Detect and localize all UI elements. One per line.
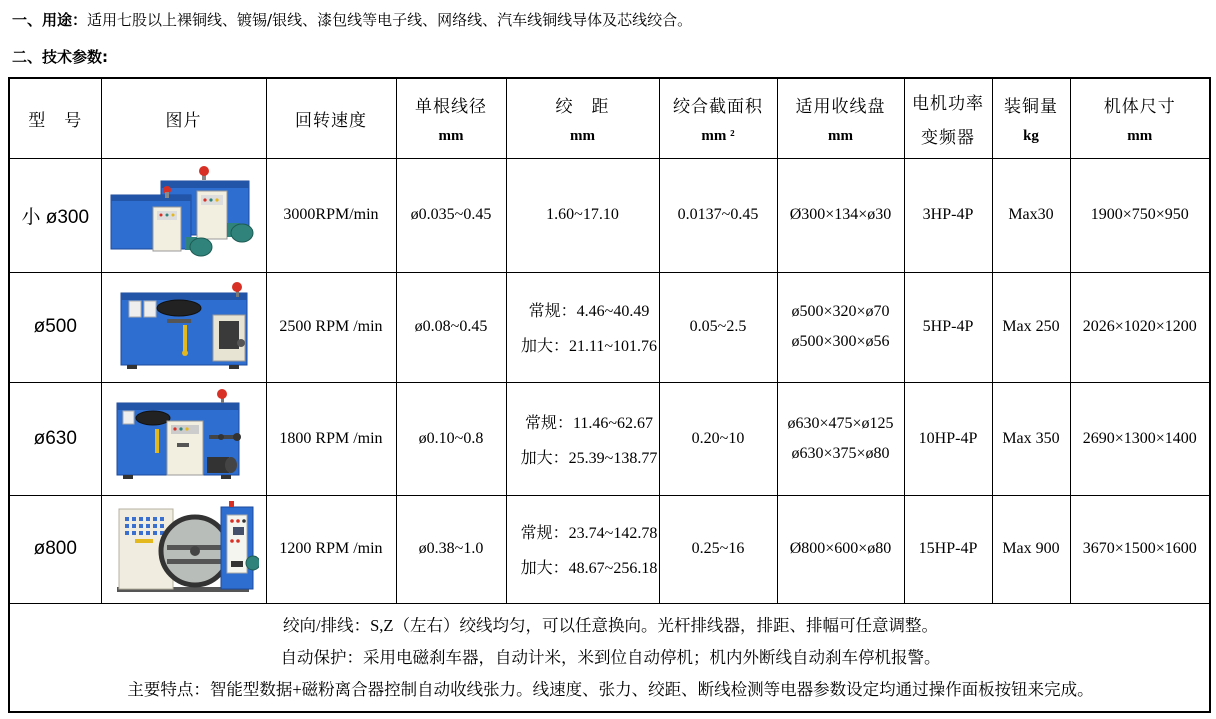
col-header-copper-label: 装铜量 (1004, 96, 1058, 116)
lay-length-630-extended: 加大：25.39~138.77 (520, 449, 658, 467)
col-header-copper (992, 78, 1070, 158)
col-header-wire-dia (396, 78, 506, 158)
wire-dia-500: ø0.08~0.45 (396, 272, 506, 382)
machine-photo-500 (101, 272, 266, 382)
machine-photo-500-image (109, 277, 259, 377)
motor-630: 10HP-4P (904, 382, 992, 495)
dimensions-500: 2026×1020×1200 (1070, 272, 1210, 382)
machine-photo-800 (101, 495, 266, 603)
dimensions-630: 2690×1300×1400 (1070, 382, 1210, 495)
wire-dia-800: ø0.38~1.0 (396, 495, 506, 603)
reel-630-option-2: ø630×375×ø80 (791, 444, 890, 462)
model-name-500: ø500 (9, 272, 101, 382)
col-header-cross-section-unit: mm ² (701, 127, 735, 144)
col-header-lay-length (506, 78, 659, 158)
speed-500: 2500 RPM /min (266, 272, 396, 382)
model-name-300: 小 ø300 (9, 158, 101, 272)
reel-300: Ø300×134×ø30 (777, 158, 904, 272)
machine-photo-630-image (109, 389, 259, 489)
reel-630-option-1: ø630×475×ø125 (787, 414, 894, 432)
spec-table (8, 77, 1211, 713)
table-row-800 (9, 495, 1210, 603)
col-header-lay-length-label: 绞 距 (555, 96, 610, 116)
col-header-dimensions (1070, 78, 1210, 158)
lay-length-500-normal: 常规：4.46~40.49 (528, 303, 650, 320)
copper-800: Max 900 (992, 495, 1070, 603)
tech-params-heading: 二、技术参数: (12, 48, 108, 66)
lay-length-630-normal: 常规：11.46~62.67 (524, 414, 654, 432)
col-header-photo-label: 图片 (165, 110, 202, 130)
speed-300: 3000RPM/min (266, 158, 396, 272)
motor-800: 15HP-4P (904, 495, 992, 603)
motor-300: 3HP-4P (904, 158, 992, 272)
col-header-motor-label: 电机功率 (912, 93, 984, 113)
usage-label: 一、用途： (12, 11, 88, 29)
col-header-motor (904, 78, 992, 158)
col-header-photo (101, 78, 266, 158)
copper-300: Max30 (992, 158, 1070, 272)
wire-dia-630: ø0.10~0.8 (396, 382, 506, 495)
lay-length-500 (506, 272, 659, 382)
cross-section-630: 0.20~10 (659, 382, 777, 495)
col-header-model (9, 78, 101, 158)
note-main-features: 主要特点：智能型数据+磁粉离合器控制自动收线张力。线速度、张力、绞距、断线检测等电器参数设定均通过操作面板按钮来完成。 (127, 679, 1094, 699)
note-twist-direction: 绞向/排线：S,Z（左右）绞线均匀，可以任意换向。光杆排线器，排距、排幅可任意调整。 (283, 615, 938, 635)
machine-photo-630 (101, 382, 266, 495)
usage-line (12, 10, 1216, 30)
dimensions-800: 3670×1500×1600 (1070, 495, 1210, 603)
col-header-model-label: 型 号 (28, 110, 83, 130)
col-header-copper-unit: kg (1023, 127, 1039, 144)
model-name-800: ø800 (9, 495, 101, 603)
reel-500 (777, 272, 904, 382)
notes-cell (9, 603, 1210, 712)
col-header-reel (777, 78, 904, 158)
table-row-500 (9, 272, 1210, 382)
machine-photo-300-image (109, 165, 259, 265)
usage-text: 适用七股以上裸铜线、镀锡/银线、漆包线等电子线、网络线、汽车线铜线导体及芯线绞合。 (87, 11, 693, 29)
col-header-wire-dia-unit: mm (438, 127, 464, 144)
table-row-630 (9, 382, 1210, 495)
copper-500: Max 250 (992, 272, 1070, 382)
notes-row (9, 603, 1210, 712)
lay-length-630 (506, 382, 659, 495)
dimensions-300: 1900×750×950 (1070, 158, 1210, 272)
cross-section-300: 0.0137~0.45 (659, 158, 777, 272)
lay-length-800-extended: 加大：48.67~256.18 (520, 560, 658, 577)
speed-630: 1800 RPM /min (266, 382, 396, 495)
speed-800: 1200 RPM /min (266, 495, 396, 603)
lay-length-800-normal: 常规：23.74~142.78 (520, 525, 658, 542)
reel-800: Ø800×600×ø80 (777, 495, 904, 603)
col-header-cross-section-label: 绞合截面积 (673, 96, 763, 116)
copper-630: Max 350 (992, 382, 1070, 495)
reel-500-option-2: ø500×300×ø56 (791, 333, 890, 350)
lay-length-800 (506, 495, 659, 603)
reel-500-option-1: ø500×320×ø70 (791, 303, 890, 320)
col-header-reel-unit: mm (828, 127, 853, 144)
motor-500: 5HP-4P (904, 272, 992, 382)
col-header-reel-label: 适用收线盘 (795, 96, 886, 116)
cross-section-800: 0.25~16 (659, 495, 777, 603)
col-header-speed-label: 回转速度 (295, 110, 367, 130)
col-header-speed (266, 78, 396, 158)
col-header-wire-dia-label: 单根线径 (415, 96, 487, 116)
lay-length-500-extended: 加大：21.11~101.76 (520, 338, 658, 355)
col-header-dimensions-unit: mm (1127, 127, 1153, 144)
col-header-dimensions-label: 机体尺寸 (1103, 96, 1176, 116)
machine-photo-800-image (109, 499, 259, 599)
wire-dia-300: ø0.035~0.45 (396, 158, 506, 272)
lay-length-300: 1.60~17.10 (506, 158, 659, 272)
col-header-motor-unit: 变频器 (921, 127, 975, 147)
machine-photo-300 (101, 158, 266, 272)
cross-section-500: 0.05~2.5 (659, 272, 777, 382)
header-row (9, 78, 1210, 158)
model-name-630: ø630 (9, 382, 101, 495)
reel-630 (777, 382, 904, 495)
col-header-cross-section (659, 78, 777, 158)
note-auto-protection: 自动保护：采用电磁刹车器，自动计米，米到位自动停机；机内外断线自动刹车停机报警。 (280, 647, 941, 667)
table-row-300 (9, 158, 1210, 272)
col-header-lay-length-unit: mm (570, 127, 595, 144)
